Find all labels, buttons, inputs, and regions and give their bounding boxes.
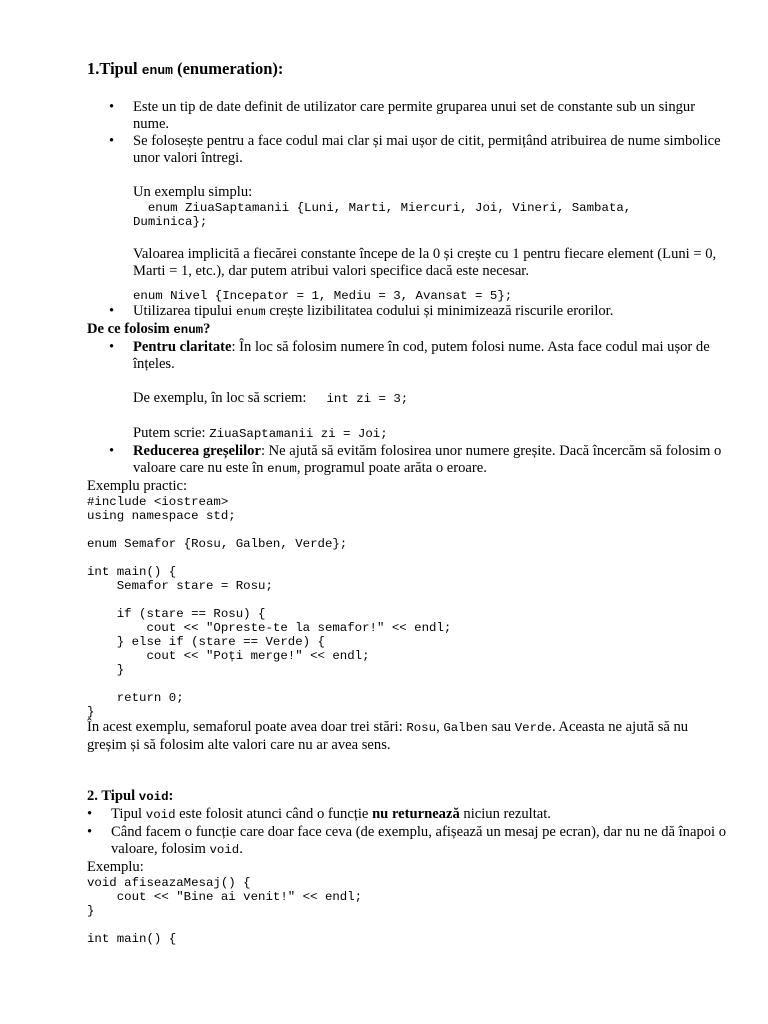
- void-bullet1-code: void: [145, 808, 176, 822]
- section2-bullet-1: [87, 806, 727, 824]
- implicit-value-text: Valoarea implicită a fiecărei constante începe de la 0 și crește cu 1 pentru fiecare element (Luni = 0, Marti = 1, etc.), dar putem atribui valori specifice dacă este necesar.: [133, 246, 717, 279]
- section2-title-code: void: [138, 790, 169, 804]
- void-bullet2-code: void: [209, 843, 240, 857]
- document-page: [87, 58, 727, 946]
- section1-title-prefix: 1.Tipul: [87, 59, 142, 78]
- void-bullet2-prefix: Când facem o funcție care doar face ceva (de exemplu, afișează un mesaj pe ecran), dar nu ne dă înapoi o valoare, folosim: [111, 824, 727, 857]
- void-bullet2-suffix: .: [239, 841, 243, 857]
- can-write-line: [87, 425, 727, 443]
- section2-title-prefix: 2. Tipul: [87, 788, 139, 804]
- section1-title: [87, 58, 727, 82]
- section2-bullet-2: [87, 824, 727, 859]
- void-bullet1-suffix: niciun rezultat.: [459, 806, 551, 822]
- clarity-text: : În loc să folosim numere în cod, putem folosi nume. Asta face codul mai ușor de înțeles.: [133, 339, 710, 372]
- explain-prefix: În acest exemplu, semaforul poate avea doar trei stări:: [87, 719, 407, 735]
- errors-label: Reducerea greșelilor: [133, 443, 261, 459]
- errors-code: enum: [267, 462, 297, 476]
- explain-code-verde: Verde: [514, 721, 552, 735]
- practical-label: Exemplu practic:: [87, 478, 188, 494]
- errors-text-suffix: , programul poate arăta o eroare.: [296, 460, 487, 476]
- can-write-text: Putem scrie:: [133, 425, 210, 441]
- practical-explanation: [87, 719, 727, 754]
- instead-line: [87, 390, 727, 408]
- why-title-prefix: De ce folosim: [87, 321, 174, 337]
- bullet3-code: enum: [235, 305, 266, 319]
- why-title-code: enum: [173, 323, 204, 337]
- example-code-line-1: enum ZiuaSaptamanii {Luni, Marti, Miercuri, Joi, Vineri, Sambata,: [133, 201, 632, 215]
- why-bullet-clarity: [87, 339, 727, 373]
- practical-code: #include <iostream> using namespace std; enum Semafor {Rosu, Galben, Verde}; int main() { Semafor stare = Rosu; if (stare == Rosu) { cout << "Opreste-te la semafor!" << endl; } else if (stare == Verde) { cout << "Poți merge!" << endl; } return 0; }: [87, 495, 452, 719]
- example-label: Un exemplu simplu:: [133, 184, 253, 200]
- instead-code: int zi = 3;: [326, 392, 409, 406]
- can-write-code: ZiuaSaptamanii zi = Joi;: [209, 427, 388, 441]
- errors-text-prefix: : Ne ajută să evităm folosirea unor numere greșite. Dacă încercăm să folosim o valoare care nu este în: [133, 443, 722, 476]
- why-title-suffix: ?: [203, 321, 211, 337]
- section2-example-label: Exemplu:: [87, 859, 144, 875]
- instead-text: De exemplu, în loc să scriem:: [133, 390, 307, 406]
- void-bullet1-mid: este folosit atunci când o funcție: [175, 806, 373, 822]
- explain-separator: ,: [436, 719, 444, 735]
- section2-title: [87, 788, 727, 806]
- nivel-code: enum Nivel {Incepator = 1, Mediu = 3, Avansat = 5};: [133, 289, 513, 303]
- section1-title-code: enum: [141, 63, 173, 78]
- section2-title-suffix: :: [168, 788, 174, 804]
- explain-suffix: . Aceasta ne ajută să nu greșim și să folosim alte valori care nu ar avea sens.: [87, 719, 689, 753]
- section1-bullet-2: • Se folosește pentru a face codul mai clar și mai ușor de citit, permițând atribuirea de nume simbolice unor valori întregi.: [87, 133, 727, 167]
- explain-code-rosu: Rosu: [406, 721, 437, 735]
- void-bullet1-prefix: Tipul: [111, 806, 146, 822]
- why-bullet-errors: [87, 443, 727, 478]
- bullet3-suffix: crește lizibilitatea codului și minimizează riscurile erorilor.: [265, 303, 614, 319]
- example-code-line-2: Duminica};: [133, 215, 208, 229]
- section1-title-suffix: (enumeration):: [172, 59, 284, 78]
- section2-code: void afiseazaMesaj() { cout << "Bine ai venit!" << endl; } int main() {: [87, 876, 363, 946]
- explain-code-galben: Galben: [443, 721, 488, 735]
- explain-and: sau: [487, 719, 515, 735]
- why-title: [87, 321, 727, 339]
- void-bullet1-bold: nu returnează: [372, 806, 460, 822]
- section1-bullets: [87, 99, 727, 167]
- section1-bullet-1: • Este un tip de date definit de utilizator care permite gruparea unui set de constante sub un singur nume.: [87, 99, 727, 133]
- bullet3-prefix: Utilizarea tipului: [133, 303, 236, 319]
- section1-bullet-3: [87, 303, 727, 321]
- clarity-label: Pentru claritate: [133, 339, 232, 355]
